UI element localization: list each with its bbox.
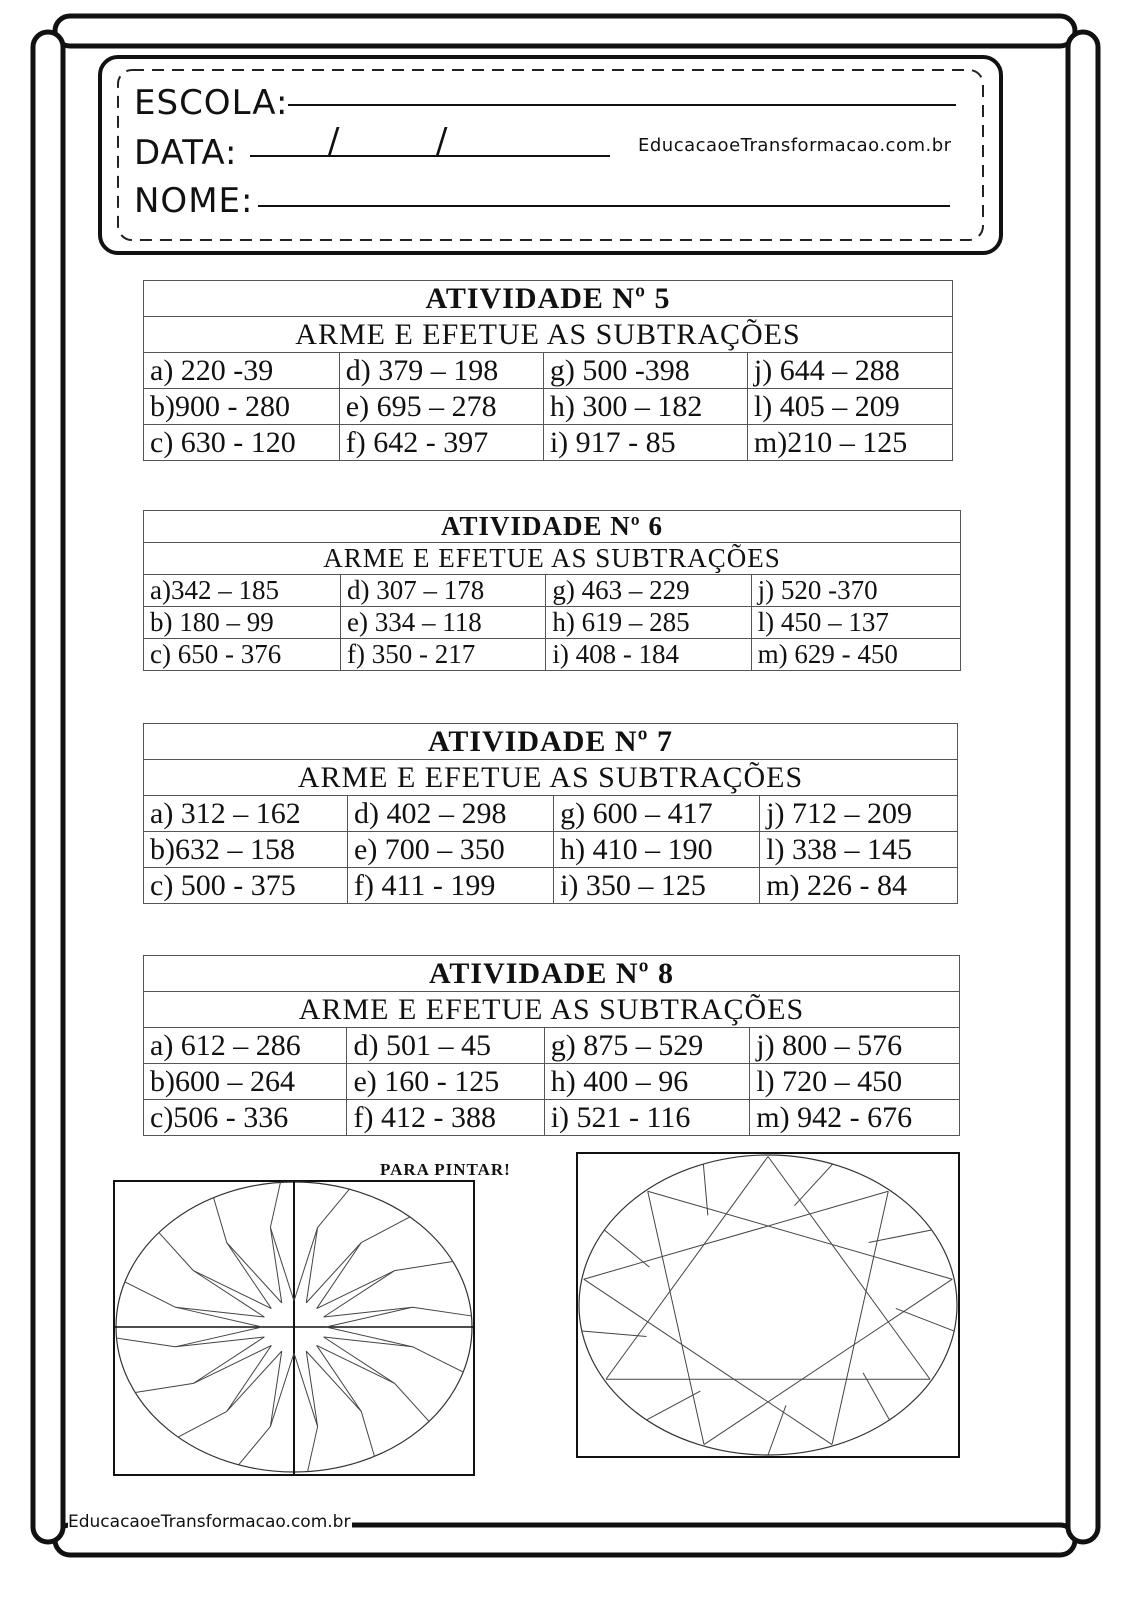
exercise-cell: b)632 – 158 xyxy=(144,832,348,868)
exercise-cell: d) 307 – 178 xyxy=(341,575,546,607)
exercise-cell: m) 226 - 84 xyxy=(760,868,958,904)
exercise-cell: i) 521 - 116 xyxy=(544,1100,750,1136)
activity-subtitle: ARME E EFETUE AS SUBTRAÇÕES xyxy=(144,543,961,575)
exercise-cell: c) 630 - 120 xyxy=(144,425,340,461)
footer-site: EducacaoeTransformacao.com.br xyxy=(68,1512,351,1532)
exercise-cell: j) 520 -370 xyxy=(751,575,960,607)
exercise-cell: a) 220 -39 xyxy=(144,353,340,389)
activity-6-table xyxy=(143,510,961,671)
exercise-cell: j) 712 – 209 xyxy=(760,796,958,832)
exercise-cell: l) 405 – 209 xyxy=(747,389,952,425)
exercise-cell: g) 500 -398 xyxy=(543,353,747,389)
date-separator-2: / xyxy=(436,121,449,161)
exercise-cell: i) 350 – 125 xyxy=(554,868,760,904)
escola-label: ESCOLA: xyxy=(134,83,289,123)
exercise-cell: a)342 – 185 xyxy=(144,575,341,607)
exercise-cell: h) 400 – 96 xyxy=(544,1064,750,1100)
exercise-cell: e) 695 – 278 xyxy=(339,389,543,425)
activity-subtitle: ARME E EFETUE AS SUBTRAÇÕES xyxy=(144,992,960,1028)
exercise-cell: j) 644 – 288 xyxy=(747,353,952,389)
date-separator-1: / xyxy=(328,121,341,161)
exercise-cell: e) 160 - 125 xyxy=(347,1064,544,1100)
exercise-cell: m)210 – 125 xyxy=(747,425,952,461)
activity-title: ATIVIDADE Nº 5 xyxy=(144,281,953,317)
exercise-cell: i) 917 - 85 xyxy=(543,425,747,461)
exercise-cell: f) 412 - 388 xyxy=(347,1100,544,1136)
activity-subtitle: ARME E EFETUE AS SUBTRAÇÕES xyxy=(144,760,958,796)
exercise-cell: e) 334 – 118 xyxy=(341,607,546,639)
exercise-cell: f) 411 - 199 xyxy=(348,868,554,904)
exercise-cell: c)506 - 336 xyxy=(144,1100,347,1136)
header-site: EducacaoeTransformacao.com.br xyxy=(638,135,952,156)
activity-8-table xyxy=(143,955,960,1136)
exercise-cell: l) 338 – 145 xyxy=(760,832,958,868)
exercise-cell: h) 619 – 285 xyxy=(546,607,751,639)
exercise-cell: m) 629 - 450 xyxy=(751,639,960,671)
coloring-label: PARA PINTAR! xyxy=(380,1160,511,1179)
exercise-cell: h) 410 – 190 xyxy=(554,832,760,868)
exercise-cell: i) 408 - 184 xyxy=(546,639,751,671)
exercise-cell: a) 612 – 286 xyxy=(144,1028,347,1064)
coloring-figure-gem xyxy=(576,1152,960,1458)
exercise-cell: f) 350 - 217 xyxy=(341,639,546,671)
exercise-cell: j) 800 – 576 xyxy=(750,1028,960,1064)
exercise-cell: d) 501 – 45 xyxy=(347,1028,544,1064)
exercise-cell: c) 500 - 375 xyxy=(144,868,348,904)
activity-title: ATIVIDADE Nº 7 xyxy=(144,724,958,760)
exercise-cell: g) 875 – 529 xyxy=(544,1028,750,1064)
exercise-cell: b)600 – 264 xyxy=(144,1064,347,1100)
activity-7-table xyxy=(143,723,958,904)
activity-title: ATIVIDADE Nº 6 xyxy=(144,511,961,543)
exercise-cell: b)900 - 280 xyxy=(144,389,340,425)
exercise-cell: g) 600 – 417 xyxy=(554,796,760,832)
exercise-cell: c) 650 - 376 xyxy=(144,639,341,671)
exercise-cell: l) 720 – 450 xyxy=(750,1064,960,1100)
activity-subtitle: ARME E EFETUE AS SUBTRAÇÕES xyxy=(144,317,953,353)
exercise-cell: g) 463 – 229 xyxy=(546,575,751,607)
exercise-cell: b) 180 – 99 xyxy=(144,607,341,639)
exercise-cell: h) 300 – 182 xyxy=(543,389,747,425)
exercise-cell: l) 450 – 137 xyxy=(751,607,960,639)
header-box xyxy=(98,55,1003,255)
exercise-cell: m) 942 - 676 xyxy=(750,1100,960,1136)
exercise-cell: a) 312 – 162 xyxy=(144,796,348,832)
coloring-figure-compass xyxy=(113,1180,475,1476)
exercise-cell: d) 379 – 198 xyxy=(339,353,543,389)
activity-title: ATIVIDADE Nº 8 xyxy=(144,956,960,992)
data-label: DATA: xyxy=(134,133,238,173)
exercise-cell: f) 642 - 397 xyxy=(339,425,543,461)
exercise-cell: e) 700 – 350 xyxy=(348,832,554,868)
nome-label: NOME: xyxy=(134,181,254,221)
exercise-cell: d) 402 – 298 xyxy=(348,796,554,832)
activity-5-table xyxy=(143,280,953,461)
